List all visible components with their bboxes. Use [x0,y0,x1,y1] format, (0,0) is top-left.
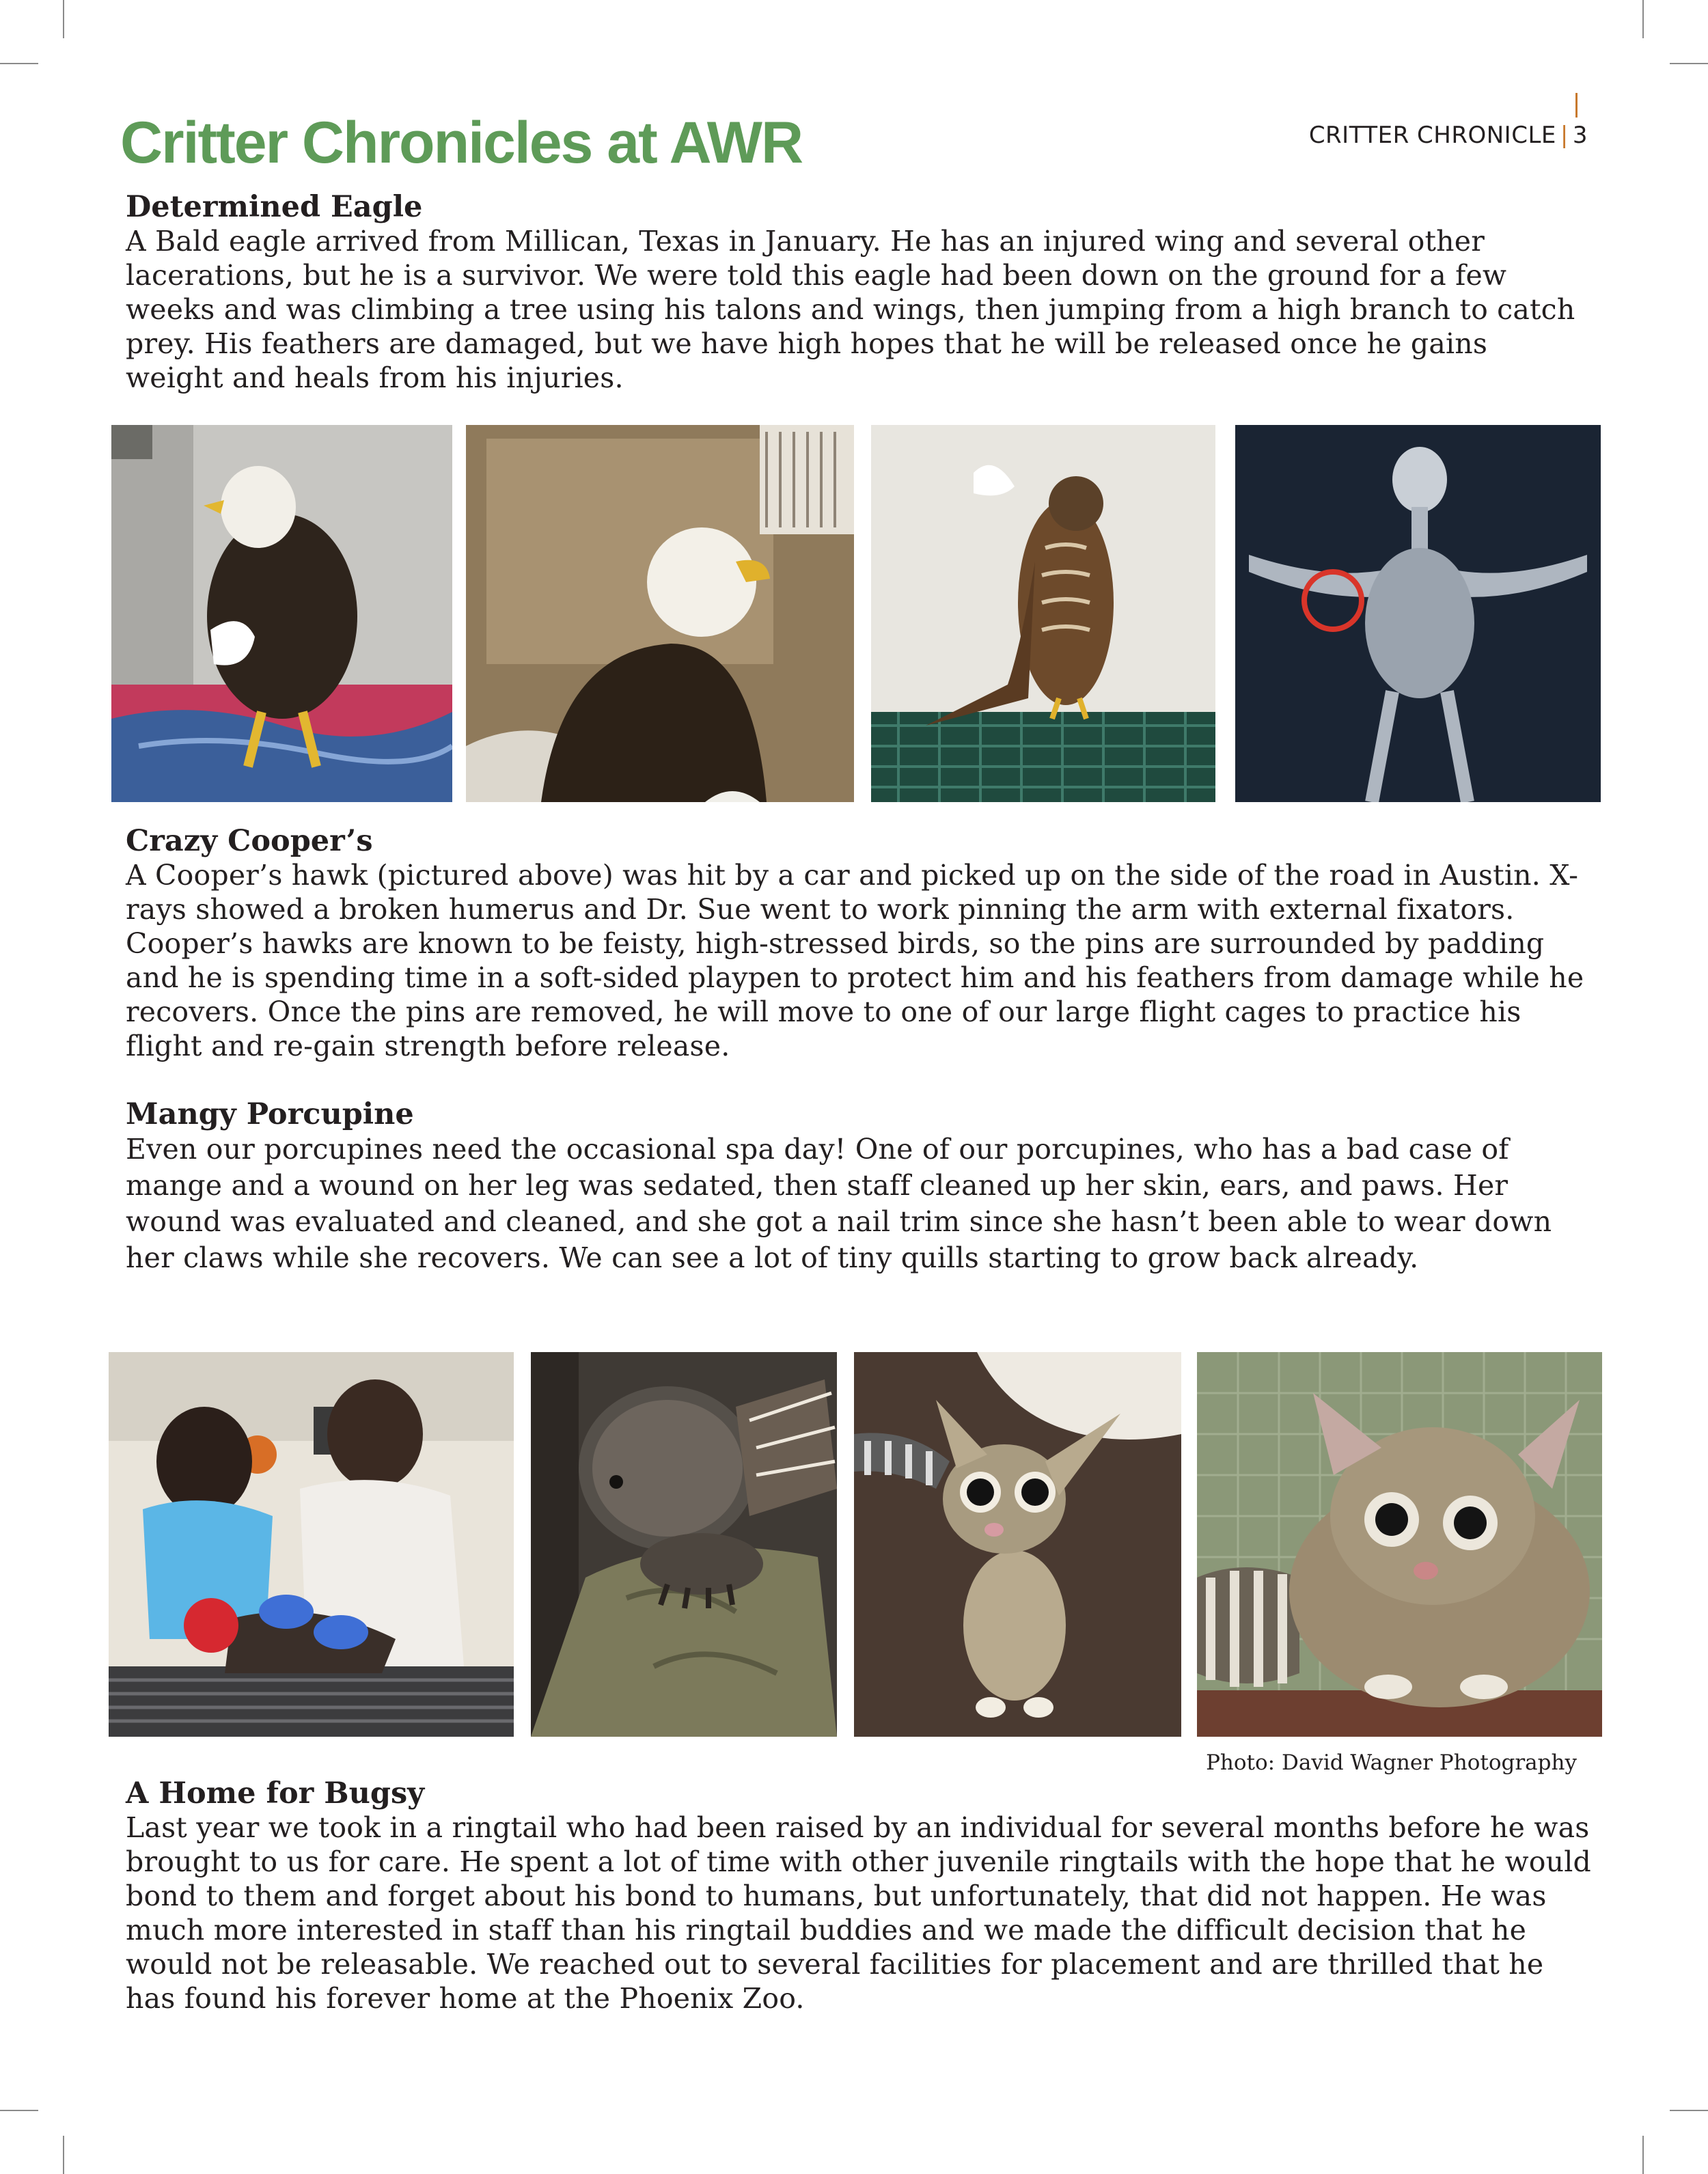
crop-mark [0,2110,38,2111]
photo-ringtail-floor [854,1352,1181,1737]
crop-mark [1642,0,1644,38]
photo-hawk-xray [1235,425,1601,802]
crop-mark [1670,63,1708,64]
photo-porcupine-treatment [109,1352,514,1737]
article-crazy-coopers [126,824,1592,1063]
article-heading: A Home for Bugsy [126,1776,425,1811]
crop-mark [0,63,38,64]
article-home-for-bugsy [126,1776,1592,2015]
header-accent-tick [1575,93,1578,118]
running-header [1309,122,1588,149]
page-number: 3 [1572,122,1588,149]
article-heading: Determined Eagle [126,190,423,224]
article-heading: Crazy Cooper’s [126,824,373,858]
header-separator: | [1560,122,1569,149]
article-body: A Bald eagle arrived from Millican, Texas in January. He has an injured wing and several other lacerations, but he is a survivor. We were told this eagle had been down on the ground for a few weeks and was climbing a tree using his talons and wings, then jumping from a high branch to catch prey. His feathers are damaged, but we have high hopes that he will be released once he gains weight and heals from his injuries. [126,225,1575,394]
photo-coopers-hawk [871,425,1215,802]
article-mangy-porcupine [126,1097,1592,1276]
article-body: Even our porcupines need the occasional spa day! One of our porcupines, who has a bad case of mange and a wound on her leg was sedated, then staff cleaned up her skin, ears, and paws. Her wound was evaluated and cleaned, and she got a nail trim since she hasn’t been able to wear down her claws while she recovers. We can see a lot of tiny quills starting to grow back already. [126,1133,1552,1274]
crop-mark [1642,2136,1644,2174]
photo-porcupine-closeup [531,1352,837,1737]
crop-mark [1670,2110,1708,2111]
article-body: A Cooper’s hawk (pictured above) was hit by a car and picked up on the side of the road in Austin. X-rays showed a broken humerus and Dr. Sue went to work pinning the arm with external fixators. Cooper’s hawks are known to be feisty, high-stressed birds, so the pins are surrounded by padding and he is spending time in a soft-sided playpen to protect him and his feathers from damage while he recovers. Once the pins are removed, he will move to one of our large flight cages to practice his flight and re-gain strength before release. [126,859,1584,1062]
photo-ringtail-enclosure [1197,1352,1602,1737]
photo-eagle-profile [466,425,854,802]
article-heading: Mangy Porcupine [126,1097,414,1131]
crop-mark [63,2136,64,2174]
publication-name: CRITTER CHRONICLE [1308,122,1556,149]
article-body: Last year we took in a ringtail who had been raised by an individual for several months before he was brought to us for care. He spent a lot of time with other juvenile ringtails with the hope that he would bond to them and forget about his bond to humans, but unfortunately, that did not happen. He was much more interested in staff than his ringtail buddies and we made the difficult decision that he would not be releasable. We reached out to several facilities for placement and are thrilled that he has found his forever home at the Phoenix Zoo. [126,1811,1591,2015]
crop-mark [63,0,64,38]
photo-eagle-crate [111,425,452,802]
photo-credit: Photo: David Wagner Photography [1206,1750,1577,1775]
article-determined-eagle [126,190,1592,395]
page-title: Critter Chronicles at AWR [120,110,803,176]
